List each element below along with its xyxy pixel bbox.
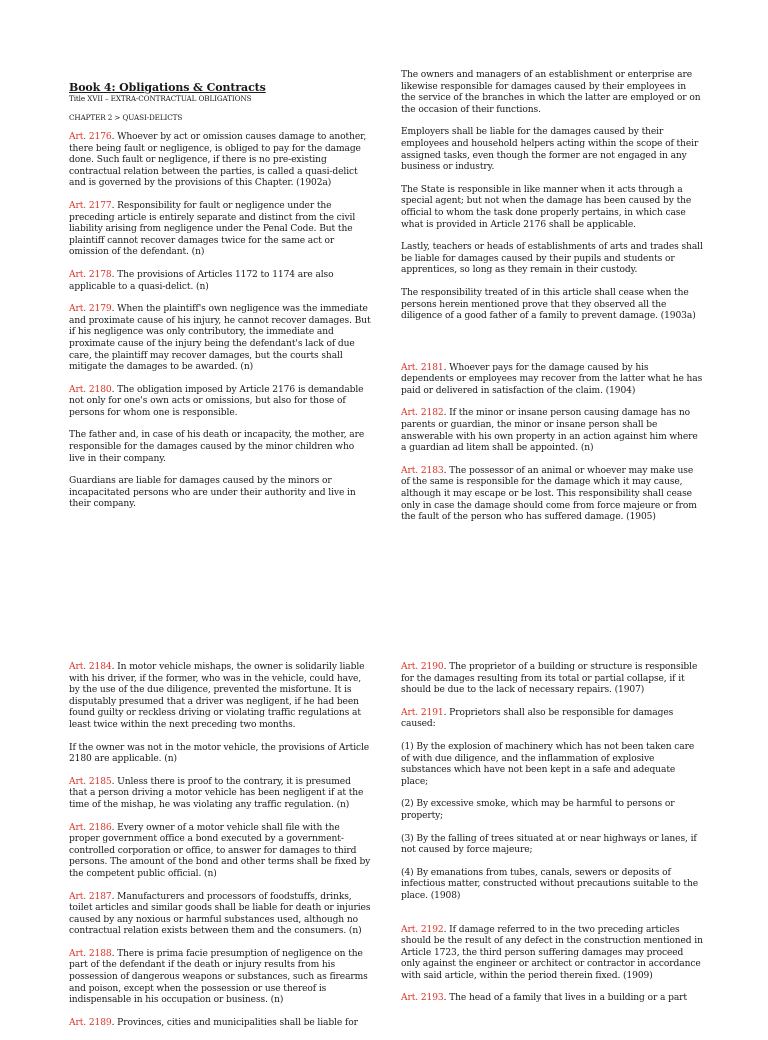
article-number: Art. 2180 — [69, 384, 112, 395]
col1-paragraphs — [69, 132, 371, 511]
paragraph-text: . Responsibility for fault or negligence under the preceding article is entirely separate and distinct from the civil liability arising from negligence under the Penal Code. But the plaintiff cannot recover damages twice for the same act or omission of the defendant. (n) — [69, 200, 356, 258]
text-paragraph — [401, 127, 703, 173]
paragraph-text: . Whoever pays for the damage caused by his dependents or employees may recover from the latter what he has paid or delivered in satisfaction of the claim. (1904) — [401, 362, 703, 396]
text-paragraph — [401, 834, 703, 857]
article-paragraph — [69, 777, 371, 812]
col3-paragraphs — [69, 662, 371, 1029]
paragraph-text: . Unless there is proof to the contrary, it is presumed that a person driving a motor vehicle has been negligent if at the time of the mishap, he was violating any traffic regulation. (n) — [69, 776, 364, 810]
text-paragraph — [401, 288, 703, 323]
paragraph-text: . Whoever by act or omission causes damage to another, there being fault or negligence, is obliged to pay for the damage done. Such fault or negligence, if there is no pre-existing contractual relation between the parties, is called a quasi-delict and is governed by the provisions of this Chapter. (1902a) — [69, 132, 367, 189]
text-paragraph — [69, 743, 371, 766]
column-1 — [69, 82, 371, 522]
paragraph-text: The State is responsible in like manner when it acts through a special agent; but not when the damage has been caused by the official to whom the task done properly pertains, in which case what is provided in Article 2176 shall be applicable. — [401, 184, 692, 230]
paragraph-text: Guardians are liable for damages caused by the minors or incapacitated persons who are under their authority and live in their company. — [69, 476, 356, 510]
paragraph-text: . The proprietor of a building or structure is responsible for the damages resulting from its total or partial collapse, if it should be due to the lack of necessary repairs. (1907) — [401, 662, 698, 696]
col2-paragraphs — [401, 70, 703, 524]
article-paragraph — [69, 823, 371, 881]
article-paragraph — [69, 949, 371, 1007]
paragraph-text: Employers shall be liable for the damages caused by their employees and household helpers acting within the scope of their assigned tasks, even though the former are not engaged in any business or industry. — [401, 127, 699, 173]
article-paragraph — [401, 466, 703, 524]
article-number: Art. 2185 — [69, 776, 112, 787]
article-paragraph — [69, 270, 371, 293]
article-number: Art. 2190 — [401, 662, 444, 672]
column-3 — [69, 662, 371, 1040]
article-number: Art. 2181 — [401, 362, 444, 373]
paragraph-text: . There is prima facie presumption of negligence on the part of the defendant if the death or injury results from his possession of dangerous weapons or substances, such as firearms and poison, except when the possession or use thereof is indispensable in his occupation or business. (n) — [69, 948, 368, 1006]
article-number: Art. 2184 — [69, 662, 112, 672]
article-number: Art. 2182 — [401, 408, 444, 419]
text-paragraph — [401, 799, 703, 822]
paragraph-text: The owners and managers of an establishment or enterprise are likewise responsible for damages caused by their employees in the service of the branches in which the latter are employed or on the occasion of their functions. — [401, 70, 701, 115]
text-paragraph — [401, 742, 703, 788]
title-line: Title XVII – EXTRA-CONTRACTUAL OBLIGATIONS — [69, 94, 252, 103]
paragraph-text: . The obligation imposed by Article 2176 is demandable not only for one's own acts or omissions, but also for those of persons for whom one is responsible. — [69, 384, 364, 418]
article-paragraph — [69, 201, 371, 259]
paragraph-text: . Provinces, cities and municipalities shall be liable for — [111, 1017, 358, 1028]
paragraph-text: . The possessor of an animal or whoever may make use of the same is responsible for the damage which it may cause, although it may escape or be lost. This responsibility shall cease only in case the damage should come from force majeure or from the fault of the person who has suffered damage. (1905) — [401, 465, 697, 523]
paragraph-text: (1) By the explosion of machinery which has not been taken care of with due diligence, and the inflammation of explosive substances which have not been kept in a safe and adequate place; — [401, 741, 695, 787]
article-paragraph — [69, 132, 371, 190]
paragraph-text: The father and, in case of his death or incapacity, the mother, are responsible for the damages caused by the minor children who live in their company. — [69, 430, 365, 464]
paragraph-text: Lastly, teachers or heads of establishments of arts and trades shall be liable for damages caused by their pupils and students or apprentices, so long as they remain in their custody. — [401, 242, 703, 276]
paragraph-text: (2) By excessive smoke, which may be harmful to persons or property; — [401, 799, 675, 821]
paragraph-text: . Proprietors shall also be responsible for damages caused: — [401, 707, 674, 730]
article-number: Art. 2193 — [401, 993, 444, 1004]
text-paragraph — [69, 430, 371, 465]
paragraph-text: . Manufacturers and processors of foodstuffs, drinks, toilet articles and similar goods shall be liable for death or injuries caused by any noxious or harmful substances used, although no contractual relation exists between them and the consumers. (n) — [69, 891, 371, 937]
article-number: Art. 2183 — [401, 465, 444, 476]
article-paragraph — [401, 662, 703, 697]
paragraph-text: The responsibility treated of in this article shall cease when the persons herein mentioned prove that they observed all the diligence of a good father of a family to prevent damage. (1903a) — [401, 287, 696, 322]
text-paragraph — [401, 868, 703, 903]
paragraph-text: . The provisions of Articles 1172 to 1174 are also applicable to a quasi-delict. (n) — [69, 269, 334, 292]
article-number: Art. 2177 — [69, 200, 112, 211]
text-paragraph — [401, 242, 703, 277]
article-paragraph — [401, 363, 703, 398]
article-number: Art. 2188 — [69, 948, 112, 959]
col4-paragraphs — [401, 662, 703, 1005]
book-title: Book 4: Obligations & Contracts — [69, 81, 266, 94]
paragraph-text: . If the minor or insane person causing damage has no parents or guardian, the minor or insane person shall be answerable with his own property in an action against him where a guardian ad litem shall be appointed. (n) — [401, 408, 698, 454]
article-paragraph — [69, 304, 371, 374]
text-paragraph — [401, 70, 703, 116]
article-number: Art. 2186 — [69, 822, 112, 833]
article-paragraph — [69, 892, 371, 938]
column-2 — [401, 70, 703, 535]
article-number: Art. 2179 — [69, 304, 112, 315]
paragraph-text: . If damage referred to in the two preceding articles should be the result of any defect in the construction mentioned in Article 1723, the third person suffering damages may proceed only against the engineer or architect or contractor in accordance with said article, within the period therein fixed. (1909) — [401, 924, 703, 981]
paragraph-text: . Every owner of a motor vehicle shall file with the proper government office a bond executed by a government-controlled corporation or office, to answer for damages to third persons. The amount of the bond and other terms shall be fixed by the competent public official. (n) — [69, 822, 371, 879]
article-number: Art. 2176 — [69, 132, 112, 142]
chapter-line: CHAPTER 2 > QUASI-DELICTS — [69, 113, 183, 122]
article-paragraph — [69, 662, 371, 732]
article-paragraph — [401, 925, 703, 983]
column-4 — [401, 662, 703, 1016]
article-paragraph — [401, 993, 703, 1005]
paragraph-text: . The head of a family that lives in a building or a part — [443, 993, 687, 1004]
paragraph-text: (3) By the falling of trees situated at or near highways or lanes, if not caused by force majeure; — [401, 833, 697, 856]
article-paragraph — [69, 385, 371, 420]
article-number: Art. 2191 — [401, 707, 444, 718]
article-paragraph — [401, 708, 703, 731]
article-number: Art. 2189 — [69, 1017, 112, 1028]
article-number: Art. 2178 — [69, 269, 112, 280]
paragraph-text: . When the plaintiff's own negligence was the immediate and proximate cause of his injury, he cannot recover damages. But if his negligence was only contributory, the immediate and proximate cause of the injury being the defendant's lack of due care, the plaintiff may recover damages, but the courts shall mitigate the damages to be awarded. (n) — [69, 304, 371, 373]
paragraph-text: . In motor vehicle mishaps, the owner is solidarily liable with his driver, if the former, who was in the vehicle, could have, by the use of the due diligence, prevented the misfortune. It is disputably presumed that a driver was negligent, if he had been found guilty or reckless driving or violating traffic regulations at least twice within the next preceding two months. — [69, 662, 365, 730]
paragraph-text: If the owner was not in the motor vehicle, the provisions of Article 2180 are applicable. (n) — [69, 742, 370, 765]
text-paragraph — [69, 476, 371, 511]
article-number: Art. 2187 — [69, 891, 112, 902]
article-number: Art. 2192 — [401, 924, 444, 935]
text-paragraph — [401, 185, 703, 231]
paragraph-text: (4) By emanations from tubes, canals, sewers or deposits of infectious matter, constructed without precautions suitable to the place. (1908) — [401, 867, 698, 901]
article-paragraph — [401, 408, 703, 454]
